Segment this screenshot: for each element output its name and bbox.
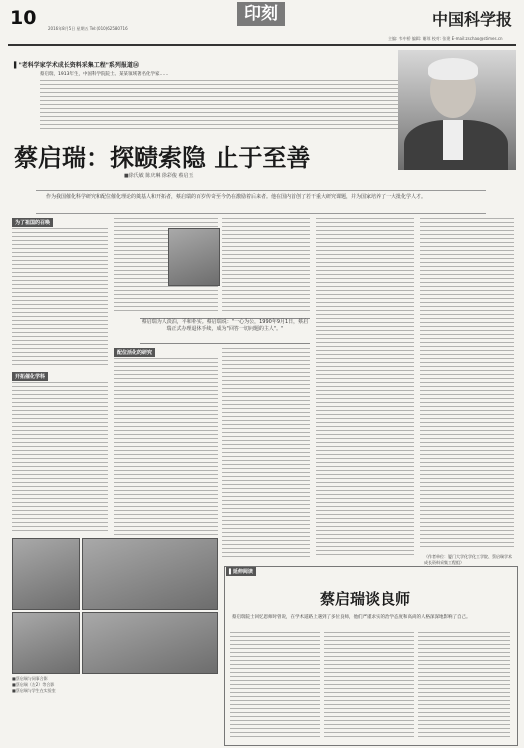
section-heading-1: 为了祖国的召唤 xyxy=(12,218,53,227)
sidebar-intro: 蔡启瑞院士回忆恩师时曾说，在学术道路上遇到了多位良师，他们严谨求实的治学态度和高尚的人格深深地影响了自己。 xyxy=(232,615,471,620)
inset-photo-1 xyxy=(168,228,220,286)
section-heading-2: 开拓催化学科 xyxy=(12,372,48,381)
photo-lab xyxy=(12,612,80,674)
portrait-photo xyxy=(398,50,516,170)
sidebar-col-3 xyxy=(418,632,510,740)
photo-meeting xyxy=(82,612,218,674)
column-3-text-a xyxy=(222,218,310,314)
column-1-text-b xyxy=(12,382,108,532)
intro-quote-text: 作为我国催化科学研究和配位催化理论的奠基人和开拓者，蔡启瑞的百岁传奇至今仍在激励着后来者。他在国内首创了若干重大研究课题，并为国家培养了一大批化学人才。 xyxy=(46,194,427,200)
staff-credits: 主编: 韦中桥 编辑: 谢琼 校对: 张建 E-mail:zschao@stimes.cn xyxy=(388,36,503,41)
section-heading-3: 配位活化的研究 xyxy=(114,348,155,357)
photo-portrait-young xyxy=(12,538,80,610)
column-5-text xyxy=(420,218,514,550)
issue-meta: 2016年8月5日 星期五 Tel:(010)62580716 xyxy=(48,26,128,31)
lede-block xyxy=(40,72,400,134)
sidebar-col-2 xyxy=(324,632,414,740)
column-2-text-b xyxy=(114,358,218,558)
column-4-text xyxy=(316,218,414,558)
author-credit: （作者单位：厦门大学化学化工学院、蔡启瑞学术成长资料采集工程组） xyxy=(424,554,512,565)
pull-quote: 蔡启瑞为人淡泊，平和朴实。蔡启瑞说："一心为公，1990年9月1日，蔡启瑞正式办理退休手续，成为"回答一切问题的主人"。" xyxy=(140,318,310,344)
header-rule xyxy=(8,44,516,46)
portrait-shirt xyxy=(443,120,463,160)
lede-text: 蔡启瑞，1913年生，中国科学院院士。某某领域著名化学家…… xyxy=(40,72,169,77)
byline: ■徐氏敏 陈庆琳 徐彩俊 蔡启玉 xyxy=(124,173,194,179)
sidebar-title: 蔡启瑞谈良师 xyxy=(320,590,411,608)
photo-group xyxy=(82,538,218,610)
column-3-text-b xyxy=(222,348,310,558)
page-number: 10 xyxy=(10,7,37,29)
sidebar-col-1 xyxy=(230,632,320,740)
series-label: ▌"老科学家学术成长资料采集工程"系列报道⑭ xyxy=(14,62,139,69)
sidebar-tag: ▌延伸阅读 xyxy=(226,567,256,576)
photo-captions: ■蔡启瑞与同事合影 ■蔡启瑞（左2）等合影 ■蔡启瑞与学生在实验室 xyxy=(12,676,56,693)
column-1-text-a xyxy=(12,228,108,368)
headline: 蔡启瑞：探赜索隐 止于至善 xyxy=(14,143,311,172)
newspaper-logo: 中国科学报 xyxy=(432,10,513,29)
lede-lines xyxy=(40,80,400,132)
intro-quote xyxy=(36,190,486,214)
section-tab[interactable]: 印刻 xyxy=(237,2,285,26)
portrait-hair xyxy=(428,58,478,80)
